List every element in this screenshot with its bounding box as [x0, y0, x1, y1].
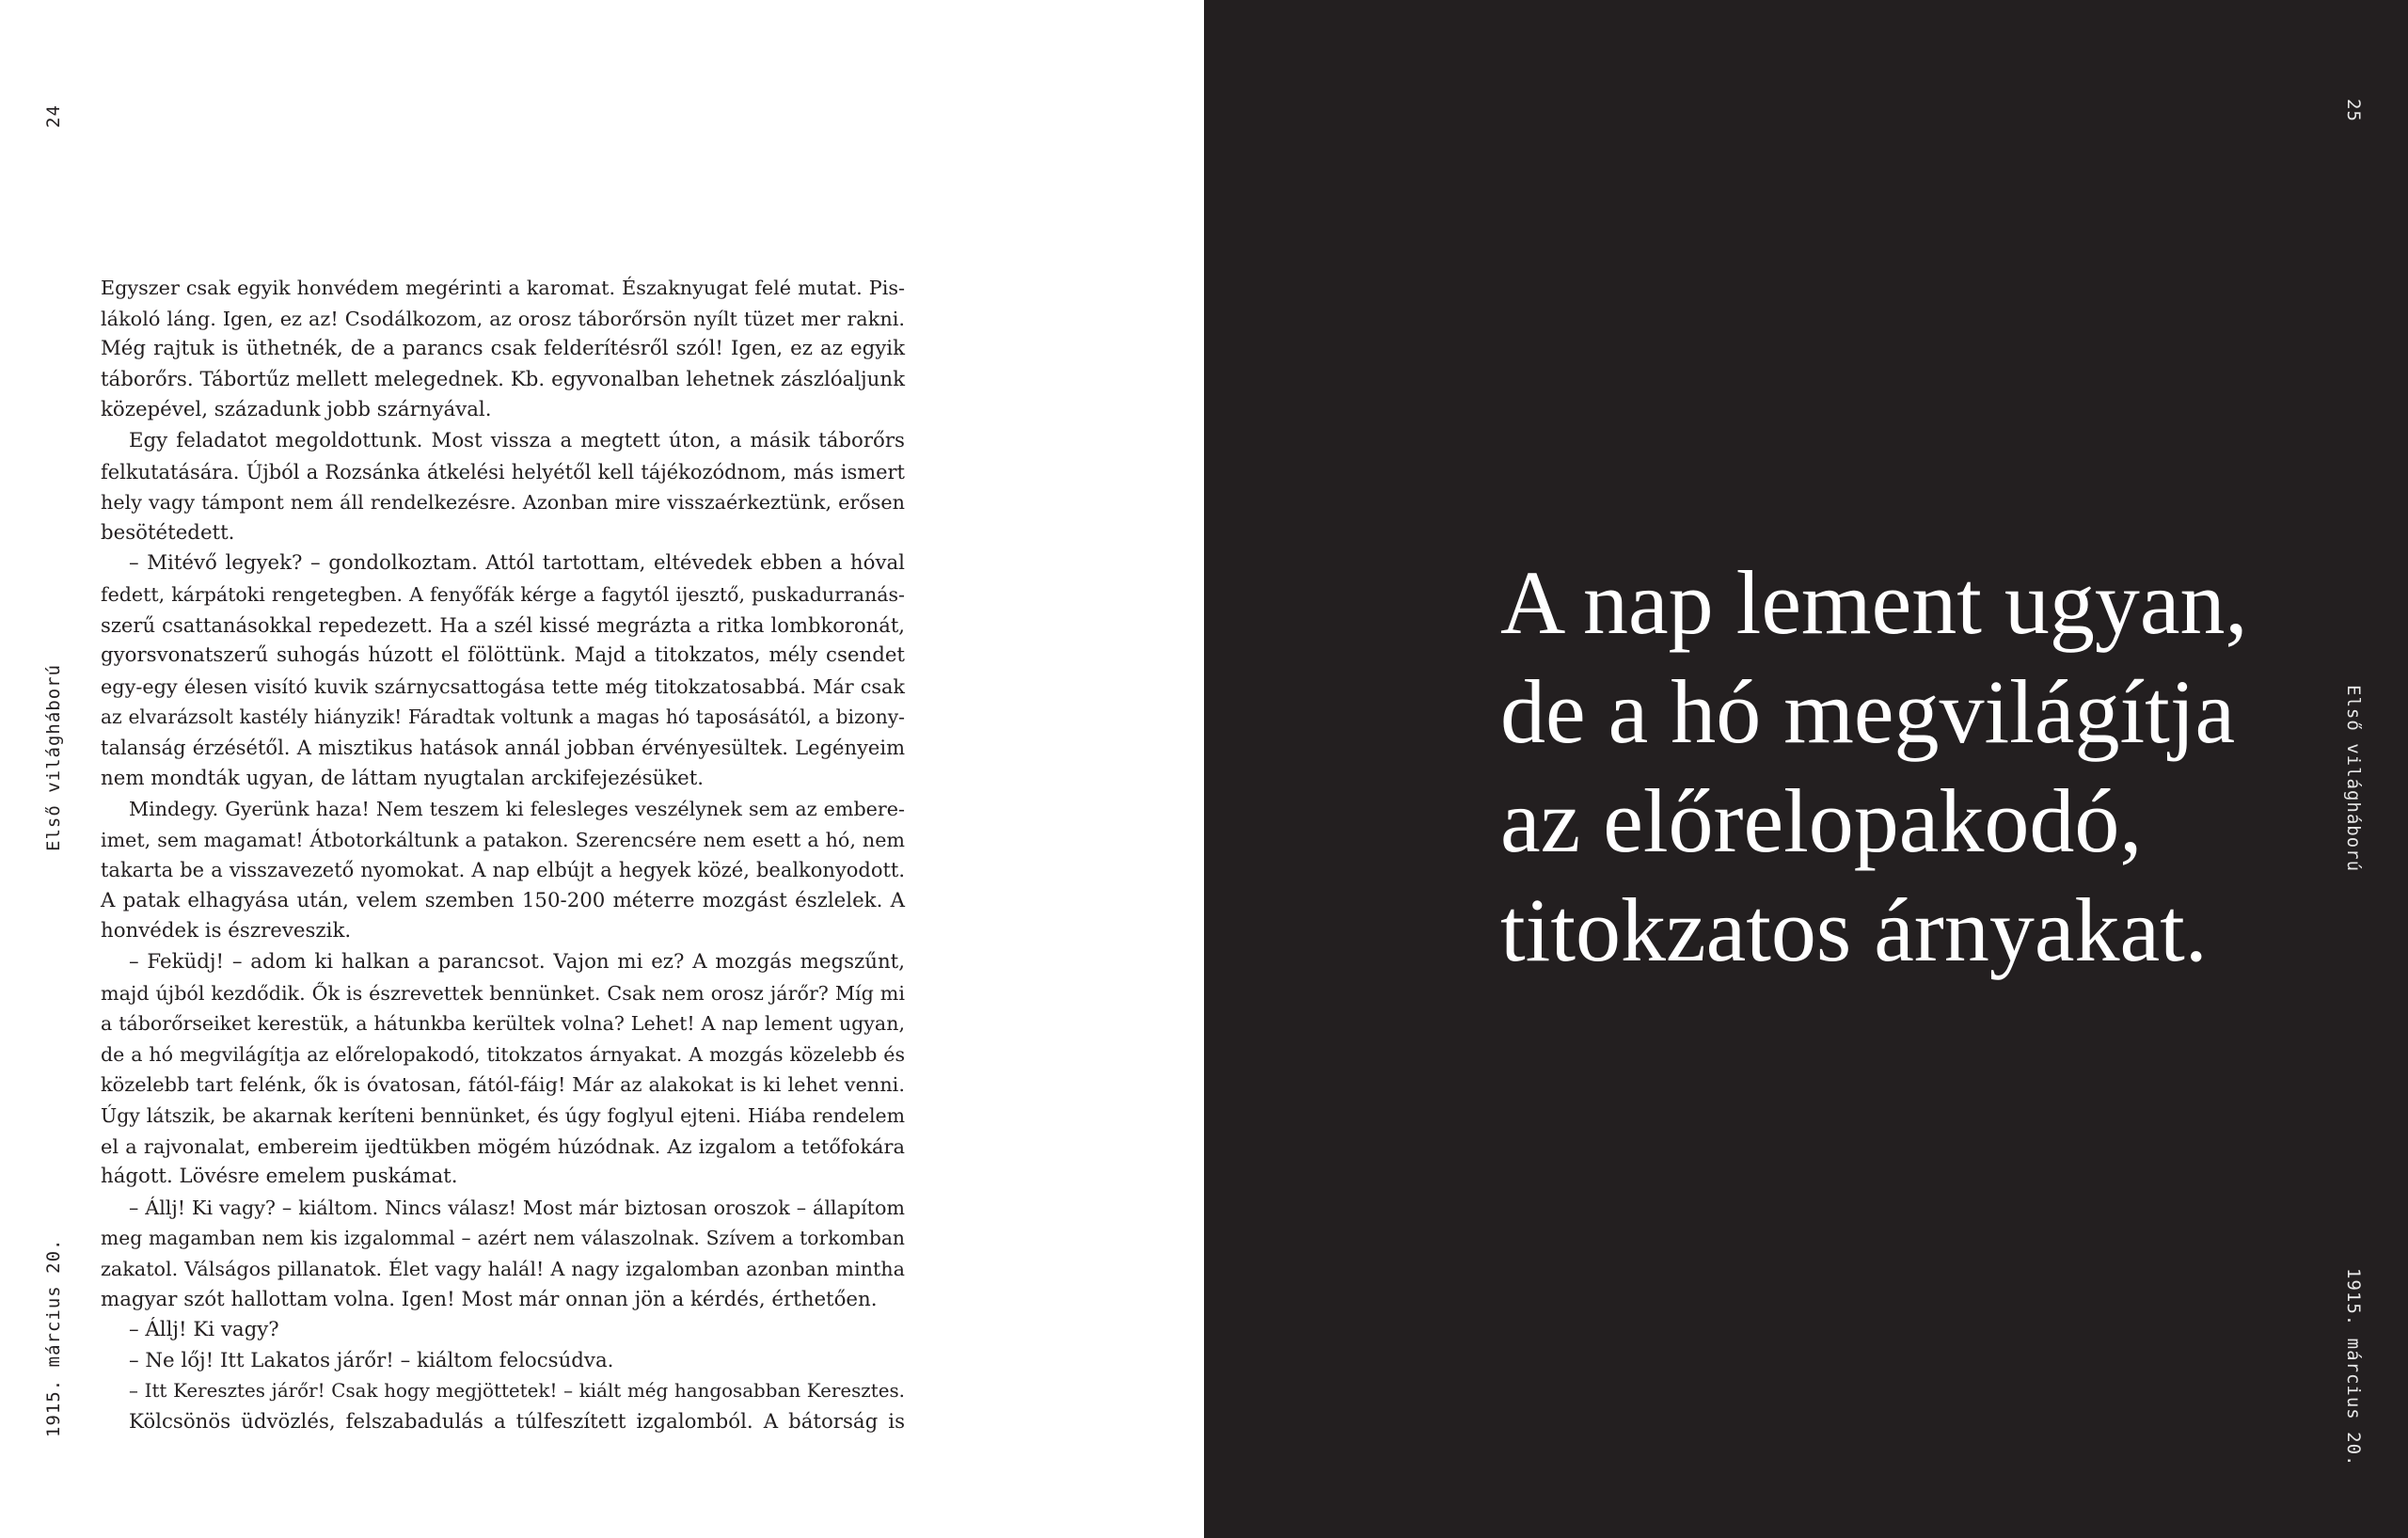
body-line: besötétedett.	[101, 520, 235, 545]
body-line: A patak elhagyása után, velem szemben 150-200 méterre mozgást észlelek. A	[101, 888, 905, 912]
body-line: szerű csattanásokkal repedezett. Ha a szél kissé megrázta a ritka lombkoronát,	[101, 612, 905, 637]
body-line: – Itt Keresztes járőr! Csak hogy megjöttetek! – kiált még hangosabban Keresztes.	[129, 1380, 905, 1403]
body-line: egy-egy élesen visító kuvik szárnycsattogása tette még titokzatosabbá. Már csak	[101, 674, 905, 698]
body-line: – Mitévő legyek? – gondolkoztam. Attól tartottam, eltévedek ebben a hóval	[129, 551, 905, 576]
left-page-number: 24	[43, 104, 64, 128]
body-line: majd újból kezdődik. Ők is észrevettek bennünket. Csak nem orosz járőr? Míg mi	[101, 981, 905, 1005]
body-line: takarta be a visszavezető nyomokat. A nap elbújt a hegyek közé, bealkonyodott.	[101, 859, 905, 882]
body-line: zakatol. Válságos pillanatok. Élet vagy halál! A nagy izgalomban azonban mintha	[101, 1258, 905, 1280]
body-line: lákoló láng. Igen, ez az! Csodálkozom, az orosz táborőrsön nyílt tüzet mer rakni.	[101, 307, 905, 330]
pull-quote-line: titokzatos árnyakat.	[1500, 880, 2208, 980]
body-line: az elvarázsolt kastély hiányzik! Fáradtak voltunk a magas hó taposásától, a bizony-	[101, 706, 905, 729]
left-running-head-section: Első világháború	[43, 663, 64, 851]
pull-quote-line: de a hó megvilágítja	[1500, 661, 2236, 762]
body-line: táborőrs. Tábortűz mellett melegednek. Kb. egyvonalban lehetnek zászlóaljunk	[101, 367, 905, 391]
body-line: meg magamban nem kis izgalommal – azért nem válaszolnak. Szívem a torkomban	[101, 1227, 905, 1250]
body-line: – Állj! Ki vagy?	[129, 1318, 279, 1342]
right-running-head-date: 1915. március 20.	[2343, 1268, 2364, 1467]
body-line: talanság érzésétől. A misztikus hatások annál jobban érvényesültek. Legényeim	[101, 735, 905, 759]
pull-quote-line: A nap lement ugyan,	[1500, 552, 2248, 653]
body-line: – Feküdj! – adom ki halkan a parancsot. Vajon mi ez? A mozgás megszűnt,	[129, 950, 905, 975]
body-line: magyar szót hallottam volna. Igen! Most már onnan jön a kérdés, érthetően.	[101, 1287, 878, 1311]
right-page	[1204, 0, 2408, 1538]
left-running-head-date: 1915. március 20.	[43, 1238, 64, 1437]
body-line: – Állj! Ki vagy? – kiáltom. Nincs válasz! Most már biztosan oroszok – állapítom	[129, 1196, 905, 1219]
body-line: imet, sem magamat! Átbotorkáltunk a patakon. Szerencsére nem esett a hó, nem	[101, 828, 905, 851]
body-line: Mindegy. Gyerünk haza! Nem teszem ki felesleges veszélynek sem az embere-	[129, 798, 905, 821]
body-line: gyorsvonatszerű suhogás húzott el fölöttünk. Majd a titokzatos, mély csendet	[101, 643, 905, 668]
body-line: hely vagy támpont nem áll rendelkezésre. Azonban mire visszaérkeztünk, erősen	[101, 491, 905, 515]
body-line: – Ne lőj! Itt Lakatos járőr! – kiáltom felocsúdva.	[129, 1348, 614, 1372]
body-line: fedett, kárpátoki rengetegben. A fenyőfák kérge a fagytól ijesztő, puskadurranás-	[101, 582, 905, 606]
body-line: közepével, századunk jobb szárnyával.	[101, 398, 492, 422]
body-line: Egyszer csak egyik honvédem megérinti a karomat. Északnyugat felé mutat. Pis-	[101, 277, 905, 299]
body-line: de a hó megvilágítja az előrelopakodó, titokzatos árnyakat. A mozgás közelebb és	[101, 1042, 905, 1066]
right-running-head-section: Első világháború	[2343, 685, 2364, 873]
body-line: el a rajvonalat, embereim ijedtükben mögém húzódnak. Az izgalom a tetőfokára	[101, 1134, 905, 1158]
body-line: Kölcsönös üdvözlés, felszabadulás a túlfeszített izgalomból. A bátorság is	[129, 1409, 905, 1434]
body-text	[101, 273, 905, 1438]
body-line: Úgy látszik, be akarnak keríteni bennünket, és úgy foglyul ejteni. Hiába rendelem	[101, 1104, 905, 1128]
body-line: közelebb tart felénk, ők is óvatosan, fától-fáig! Már az alakokat is ki lehet venni.	[101, 1073, 905, 1097]
body-line: Egy feladatot megoldottunk. Most vissza a megtett úton, a másik táborőrs	[129, 428, 905, 452]
body-line: nem mondták ugyan, de láttam nyugtalan arckifejezésüket.	[101, 766, 705, 790]
pull-quote	[1500, 548, 2247, 985]
body-line: a táborőrseiket kerestük, a hátunkba kerültek volna? Lehet! A nap lement ugyan,	[101, 1012, 905, 1036]
body-line: Még rajtuk is üthetnék, de a parancs csak felderítésről szól! Igen, ez az egyik	[101, 337, 905, 361]
body-line: hágott. Lövésre emelem puskámat.	[101, 1165, 458, 1189]
body-line: honvédek is észreveszik.	[101, 919, 352, 943]
body-line: felkutatására. Újból a Rozsánka átkelési helyétől kell tájékozódnom, más ismert	[101, 460, 905, 484]
pull-quote-line: az előrelopakodó,	[1500, 770, 2143, 871]
right-page-number: 25	[2343, 99, 2364, 122]
